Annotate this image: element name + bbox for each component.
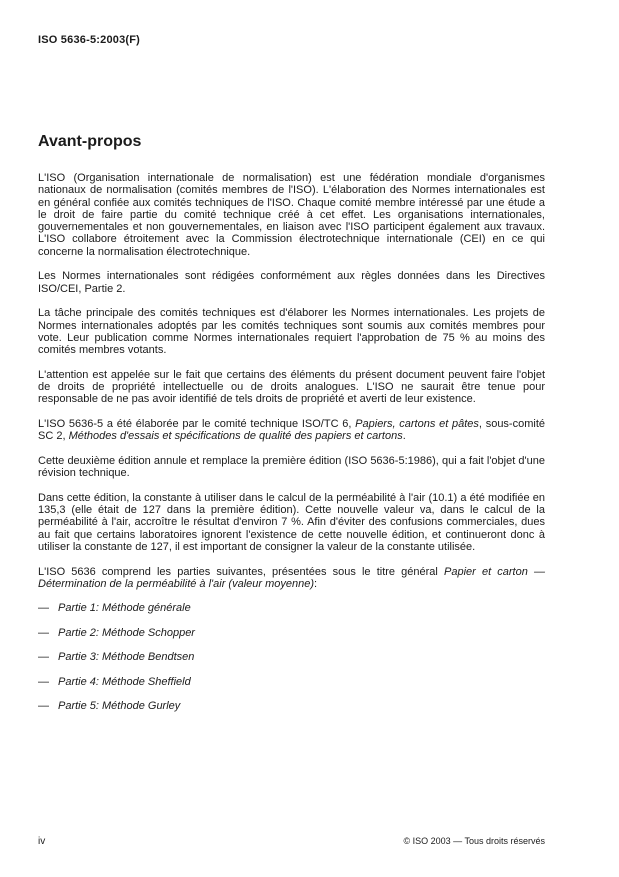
copyright-notice: © ISO 2003 — Tous droits réservés [403,836,545,846]
list-item-part-2 [38,627,545,639]
paragraph-iso-federation: L'ISO (Organisation internationale de normalisation) est une fédération mondiale d'organismes nationaux de normalisation (comités membres de l'ISO). L'élaboration des Normes internationales est en général confiée aux comités techniques de l'ISO. Chaque comité membre intéressé par une étude a le droit de faire partie du comité technique créé à cet effet. Les organisations internationales, gouvernementales et non gouvernementales, en liaison avec l'ISO participent également aux travaux. L'ISO collabore étroitement avec la Commission électrotechnique internationale (CEI) en ce qui concerne la normalisation électrotechnique. [38,172,545,258]
list-dash: — [38,700,49,713]
list-dash: — [38,651,49,664]
list-dash: — [38,675,49,688]
page-footer [38,836,545,847]
parts-list [38,602,545,712]
running-header: ISO 5636-5:2003(F) [38,34,141,46]
paragraph-series-intro: L'ISO 5636 comprend les parties suivantes, présentées sous le titre général Papier et carton — Détermination de la perméabilité à l'air (valeur moyenne): [38,565,545,590]
list-item-label: Partie 2: Méthode Schopper [58,626,195,639]
list-item-part-5 [38,700,545,712]
page-number: iv [38,836,46,847]
list-item-label: Partie 1: Méthode générale [58,602,191,615]
paragraph-task-committees: La tâche principale des comités techniques est d'élaborer les Normes internationales. Les projets de Normes internationales adoptés par les comités techniques sont soumis aux comités membres pour vote. Leur publication comme Normes internationales requiert l'approbation de 75 % au moins des comités membres votants. [38,307,545,357]
list-item-label: Partie 3: Méthode Bendtsen [58,651,195,664]
list-dash: — [38,602,49,615]
list-dash: — [38,626,49,639]
page-title: Avant-propos [38,133,142,150]
paragraph-committee-origin: L'ISO 5636-5 a été élaborée par le comité technique ISO/TC 6, Papiers, cartons et pâtes, sous-comité SC 2, Méthodes d'essais et spécifications de qualité des papiers et cartons. [38,417,545,443]
list-item-part-4 [38,676,545,688]
list-item-part-1 [38,602,545,614]
paragraph-second-edition: Cette deuxième édition annule et remplace la première édition (ISO 5636-5:1986), qui a fait l'objet d'une révision technique. [38,454,545,480]
foreword-body [38,172,545,713]
paragraph-directives: Les Normes internationales sont rédigées conformément aux règles données dans les Directives ISO/CEI, Partie 2. [38,270,545,295]
list-item-part-3 [38,651,545,663]
paragraph-intellectual-property: L'attention est appelée sur le fait que certains des éléments du présent document peuvent faire l'objet de droits de propriété intellectuelle ou de droits analogues. L'ISO ne saurait être tenue pour responsable de ne pas avoir identifié de tels droits de propriété et averti de leur existence. [38,368,545,406]
paragraph-constant-change: Dans cette édition, la constante à utiliser dans le calcul de la perméabilité à l'air (10.1) a été modifiée en 135,3 (elle était de 127 dans la première édition). Cette nouvelle valeur va, dans le calcul de la perméabilité à l'air, accroître le résultat d'environ 7 %. Afin d'éviter des confusions commerciales, dues au fait que certains laboratoires ignorent l'existence de cette nouvelle édition, et continueront donc à utiliser la constante de 127, il est important de consigner la valeur de la constante utilisée. [38,491,545,553]
list-item-label: Partie 4: Méthode Sheffield [58,675,191,688]
list-item-label: Partie 5: Méthode Gurley [58,700,181,713]
